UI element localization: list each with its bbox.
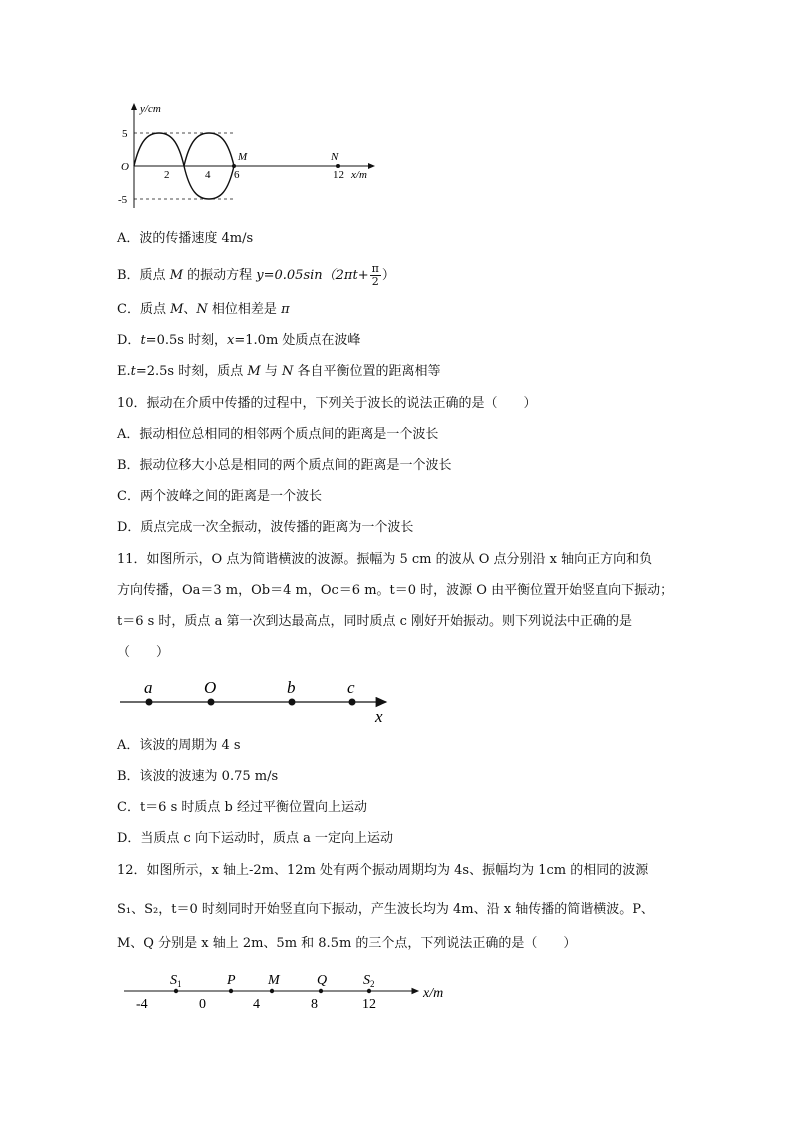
q9-b-equation: y=0.05sin（2πt+ xyxy=(256,268,369,283)
q9-c-sep: 、 xyxy=(183,302,197,317)
q9-option-d xyxy=(117,333,360,349)
q9-c-M: M xyxy=(170,302,184,317)
q9-e-N: N xyxy=(281,364,294,379)
q12-point-P xyxy=(229,989,233,993)
q11-stem-line4: （ ） xyxy=(117,645,170,660)
q9-option-a: A．波的传播速度 4m/s xyxy=(117,231,254,246)
q12-tick-12: 12 xyxy=(362,997,376,1012)
q9-b-M: M xyxy=(169,268,183,283)
q9-d-mid: =0.5s 时刻， xyxy=(145,333,228,348)
q11-option-c: C．t＝6 s 时质点 b 经过平衡位置向上运动 xyxy=(117,800,367,815)
q11-axis-label: x xyxy=(375,707,383,726)
point-N-label: N xyxy=(331,151,339,163)
q9-option-b xyxy=(117,263,395,288)
q11-stem-line2: 方向传播，Oa＝3 m，Ob＝4 m，Oc＝6 m。t＝0 时，波源 O 由平衡位置开始竖直向下振动； xyxy=(117,583,674,598)
q10-option-d: D．质点完成一次全振动，波传播的距离为一个波长 xyxy=(117,520,414,535)
q11-label-a: a xyxy=(144,678,153,697)
wave-figure xyxy=(112,100,382,212)
q11-figure xyxy=(118,676,398,726)
q9-c-pi: π xyxy=(281,302,290,317)
wave-curve-2 xyxy=(184,133,234,166)
q12-label-P: P xyxy=(227,973,236,988)
point-M-dot xyxy=(232,164,236,168)
q9-e-post: 各自平衡位置的距离相等 xyxy=(293,364,441,379)
q9-d-x: x xyxy=(227,333,235,348)
q12-point-S2 xyxy=(367,989,371,993)
x-tick-2: 2 xyxy=(164,169,170,181)
q10-stem: 10．振动在介质中传播的过程中，下列关于波长的说法正确的是（ ） xyxy=(117,396,537,411)
q9-e-M: M xyxy=(247,364,261,379)
x-tick-4: 4 xyxy=(205,169,211,181)
q9-option-e xyxy=(117,364,440,380)
q11-point-c xyxy=(349,699,356,706)
q9-e-prefix: E. xyxy=(117,364,131,379)
q11-point-O xyxy=(208,699,215,706)
q9-b-frac-den: 2 xyxy=(371,275,379,288)
q10-option-c: C．两个波峰之间的距离是一个波长 xyxy=(117,489,322,504)
q9-b-mid: 的振动方程 xyxy=(183,268,257,283)
q12-tick-0: 0 xyxy=(199,997,206,1012)
q12-point-Q xyxy=(319,989,323,993)
q12-tick-neg4: -4 xyxy=(136,997,148,1012)
x-axis-label: x/m xyxy=(351,169,367,181)
x-tick-6: 6 xyxy=(234,169,240,181)
q9-c-post: 相位相差是 xyxy=(207,302,282,317)
origin-label: O xyxy=(121,161,129,173)
q12-label-S1: $S_1$ xyxy=(170,973,182,989)
q10-option-b: B．振动位移大小总是相同的两个质点间的距离是一个波长 xyxy=(117,458,452,473)
q9-c-prefix: C．质点 xyxy=(117,302,171,317)
y-axis-label: y/cm xyxy=(140,103,161,115)
q12-figure xyxy=(118,966,458,1012)
q9-c-N: N xyxy=(196,302,208,317)
q11-point-b xyxy=(289,699,296,706)
q9-d-prefix: D． xyxy=(117,333,141,348)
q9-d-post: =1.0m 处质点在波峰 xyxy=(234,333,361,348)
q11-stem-line3: t＝6 s 时，质点 a 第一次到达最高点，同时质点 c 刚好开始振动。则下列说法中正确的是 xyxy=(117,614,632,629)
q12-label-Q: Q xyxy=(317,973,328,988)
q12-label-S2: $S_2$ xyxy=(363,973,375,989)
x-tick-12: 12 xyxy=(333,169,344,181)
q11-option-a: A．该波的周期为 4 s xyxy=(117,738,241,753)
point-N-dot xyxy=(336,164,340,168)
q9-b-fraction xyxy=(370,263,381,288)
q11-stem-line1: 11．如图所示，O 点为简谐横波的波源。振幅为 5 cm 的波从 O 点分别沿 x 轴向正方向和负 xyxy=(117,552,653,567)
q11-label-b: b xyxy=(287,678,296,697)
q12-tick-4: 4 xyxy=(253,997,260,1012)
q12-point-M xyxy=(270,989,274,993)
q9-option-c xyxy=(117,302,290,318)
q9-b-frac-num: π xyxy=(371,262,379,275)
q10-option-a: A．振动相位总相同的相邻两个质点间的距离是一个波长 xyxy=(117,427,439,442)
q11-option-d: D．当质点 c 向下运动时，质点 a 一定向上运动 xyxy=(117,831,393,846)
q12-stem-line2: S₁、S₂，t＝0 时刻同时开始竖直向下振动，产生波长均为 4m、沿 x 轴传播的简谐横波。P、 xyxy=(117,902,654,917)
q11-point-a xyxy=(146,699,153,706)
q11-option-b: B．该波的波速为 0.75 m/s xyxy=(117,769,279,784)
q12-stem-line1: 12．如图所示，x 轴上-2m、12m 处有两个振动周期均为 4s、振幅均为 1cm 的相同的波源 xyxy=(117,863,649,878)
q9-b-close: ） xyxy=(381,268,395,283)
y-tick-neg5: -5 xyxy=(118,194,128,206)
y-tick-5: 5 xyxy=(122,128,128,140)
q12-point-S1 xyxy=(174,989,178,993)
q9-d-t: t xyxy=(140,333,146,348)
q9-e-t: t xyxy=(130,364,136,379)
q11-label-c: c xyxy=(347,678,355,697)
q12-axis-label: x/m xyxy=(423,986,444,1001)
q12-tick-8: 8 xyxy=(311,997,318,1012)
q9-b-prefix: B．质点 xyxy=(117,268,170,283)
q9-e-mid: =2.5s 时刻，质点 xyxy=(135,364,248,379)
q12-label-M: M xyxy=(268,973,280,988)
point-M-label: M xyxy=(238,151,248,163)
q12-stem-line3: M、Q 分别是 x 轴上 2m、5m 和 8.5m 的三个点，下列说法正确的是（ ） xyxy=(117,936,577,951)
q11-label-O: O xyxy=(204,678,217,697)
q9-e-and: 与 xyxy=(260,364,282,379)
